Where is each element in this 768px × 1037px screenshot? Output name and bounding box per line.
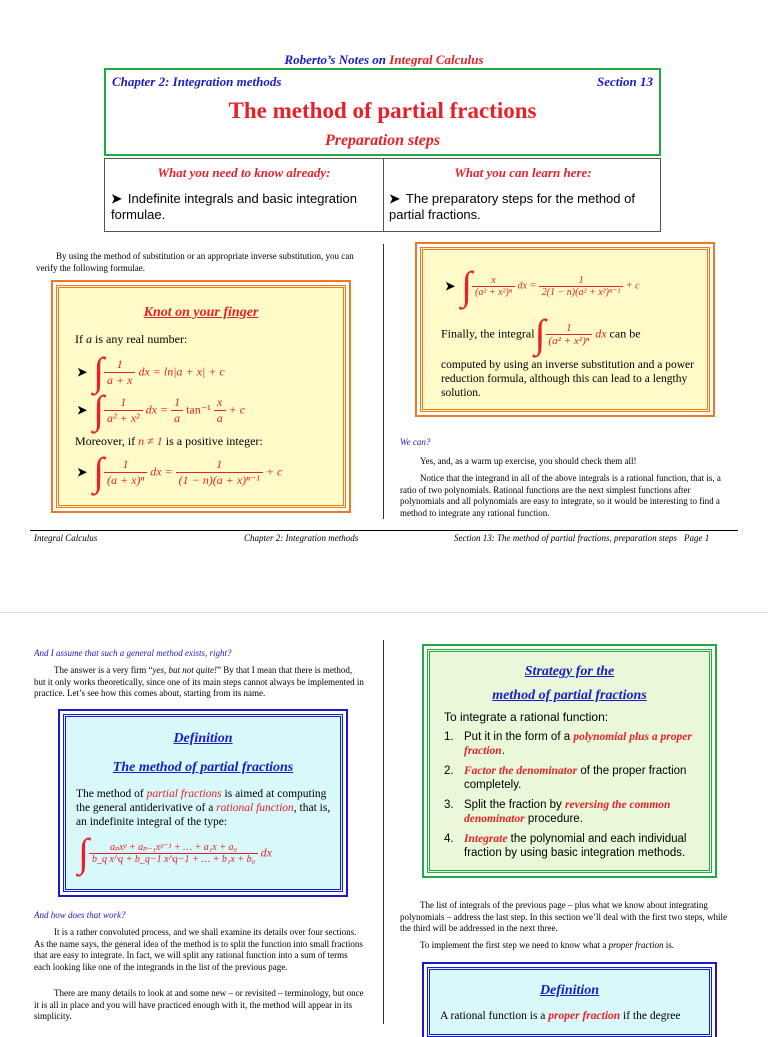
answer-paragraph: The answer is a very firm “yes, but not quite!” By that I mean that there is method, but it only works theoretically, since one of its main steps cannot always be implemented in practice. Let’s see how this comes about, starting from its name. [34, 665, 364, 698]
integral-sign: ∫ [93, 449, 105, 494]
definition-integral: ∫ $\frac{\text{aₚxᵖ + aₚ₋₁xᵖ⁻¹ + … + a₁x + a₀}}{\text{b\_q x\textasciicircum{}q + b\_q−1 x\textasciicircum{}q−1 + … + b₁x + b₀}}$ dx [78, 830, 272, 875]
chapter-label: Chapter 2: Integration methods [112, 74, 282, 89]
bullet-arrow-icon: ➤ [111, 191, 122, 206]
definition-2-label: Definition [539, 983, 600, 998]
finally-line: Finally, the integral∫ $\frac{1}{\text{(a² + x²)ⁿ}}$ dx can be [441, 311, 641, 356]
definition-box-2 [427, 967, 712, 1037]
list-paragraph: The list of integrals of the previous page – plus what we know about integrating polynomials – address the last step. In this section we’ll deal with the first two steps, while the third will be addressed in the next three. [400, 900, 727, 933]
knot-if-line: If a is any real number: [75, 332, 188, 346]
footer-left: Integral Calculus [34, 533, 98, 543]
how-question: And how does that work? [34, 910, 126, 920]
prereq-right-heading: What you can learn here: [454, 165, 592, 180]
bullet-arrow-icon: ➤ [77, 464, 88, 479]
section-label: Section 13 [597, 74, 653, 89]
formula-arctan: ➤ ∫ $\frac{1}{\text{a² + x²}}$ dx = $\frac{1}{a}$ tan⁻¹ $\frac{x}{a}$ + c [77, 387, 246, 432]
bullet-arrow-icon: ➤ [389, 191, 400, 206]
notice-paragraph: Notice that the integrand in all of the above integrals is a rational function, that is, a ratio of two polynomials. Rational functions are the next simplest functions after polynomials and all polynomials are easy to integrate, so it would be interesting to find a method to integrate any rational function. [400, 473, 721, 518]
moreover-line: Moreover, if n ≠ 1 is a positive integer: [75, 434, 263, 448]
formula-ln: ➤ ∫ $\frac{1}{a + x}$ dx = ln|a + x| + c [77, 349, 225, 394]
page-title: The method of partial fractions [228, 98, 537, 123]
integral-sign: ∫ [461, 263, 473, 308]
footer-right: Section 13: The method of partial fractions, preparation steps [454, 533, 677, 543]
definition-box [63, 714, 343, 892]
strategy-step-2: 2. Factor the denominator of the proper fraction completely. [444, 765, 687, 791]
integral-sign: ∫ [93, 387, 105, 432]
how-paragraph-1: It is a rather convoluted process, and we shall examine its details over four sections. As the name says, the general idea of the method is to split the function into small fractions that are easy to integrate. In fact, we will split any rational function into a sum of terms each looking like one of the integrands in the list of the previous page. [34, 927, 363, 972]
page-subtitle: Preparation steps [324, 132, 441, 149]
strategy-step-1: 1. Put it in the form of a polynomial plus a proper fraction. [444, 731, 692, 757]
prereq-right-item: ➤ The preparatory steps for the method of partial fractions. [389, 191, 635, 222]
knot-box [56, 285, 346, 508]
prereq-table [104, 158, 661, 232]
assume-question: And I assume that such a general method exists, right? [34, 648, 232, 658]
column-divider [383, 244, 384, 519]
prereq-left-item: ➤ Indefinite integrals and basic integration formulae. [111, 191, 357, 222]
series-subject: Integral Calculus [389, 52, 484, 67]
strategy-step-4: 4. Integrate the polynomial and each individual fraction by using basic integration methods. [444, 833, 687, 859]
footer-divider [30, 530, 738, 531]
strategy-intro: To integrate a rational function: [444, 710, 609, 724]
implement-paragraph: To implement the first step we need to know what a proper fraction is. [420, 940, 675, 950]
strategy-title-1: Strategy for the [524, 664, 615, 679]
bullet-arrow-icon: ➤ [77, 364, 88, 379]
formula-x-power: ➤ ∫ $\frac{x}{\text{(a² + x²)ⁿ}}$ dx = $\frac{1}{\text{2(1 − n)(a² + x²)ⁿ⁻¹}}$ + c [445, 263, 640, 308]
page-break [0, 612, 768, 613]
integral-sign: ∫ [78, 830, 89, 875]
series-line [0, 52, 768, 68]
series-prefix: Roberto’s Notes on [284, 52, 390, 67]
strategy-title-2: method of partial fractions [492, 688, 647, 703]
prereq-left-heading: What you need to know already: [157, 165, 331, 180]
definition-text: The method of partial fractions is aimed at computing the general antiderivative of a rational function, that is, an indefinite integral of the type: [76, 788, 331, 828]
strategy-box [427, 649, 712, 873]
formula-power: ➤ ∫ $\frac{1}{\text{(a + x)ⁿ}}$ dx = $\frac{1}{\text{(1 − n)(a + x)ⁿ⁻¹}}$ + c [77, 449, 283, 494]
footer-page: Page 1 [684, 533, 710, 543]
title-box [104, 68, 661, 156]
intro-paragraph: By using the method of substitution or an appropriate inverse substitution, you can verify the following formulae. [36, 251, 354, 273]
finally-paragraph: computed by using an inverse substitution and a power reduction formula, although this can lead to a lengthy solution. [441, 359, 694, 399]
column-divider-2 [383, 640, 384, 1024]
knot-title: Knot on your finger [143, 305, 259, 320]
integral-sign: ∫ [534, 311, 546, 356]
we-can-answer: Yes, and, as a warm up exercise, you should check them all! [420, 456, 637, 466]
integral-sign: ∫ [93, 349, 105, 394]
definition-label: Definition [173, 731, 233, 746]
bullet-arrow-icon: ➤ [445, 278, 456, 293]
bullet-arrow-icon: ➤ [77, 402, 88, 417]
footer-center: Chapter 2: Integration methods [244, 533, 359, 543]
definition-title: The method of partial fractions [112, 760, 294, 775]
how-paragraph-2: There are many details to look at and some new – or revisited – terminology, but once it is all in place and you will have practiced enough with it, the method will appear in its simplicity. [34, 988, 364, 1021]
strategy-step-3: 3. Split the fraction by reversing the common denominator procedure. [444, 799, 671, 825]
continued-box [420, 247, 710, 412]
we-can-question: We can? [400, 437, 431, 447]
definition-2-text: A rational function is a proper fraction if the degree [440, 1010, 681, 1022]
strategy-steps [444, 730, 699, 860]
